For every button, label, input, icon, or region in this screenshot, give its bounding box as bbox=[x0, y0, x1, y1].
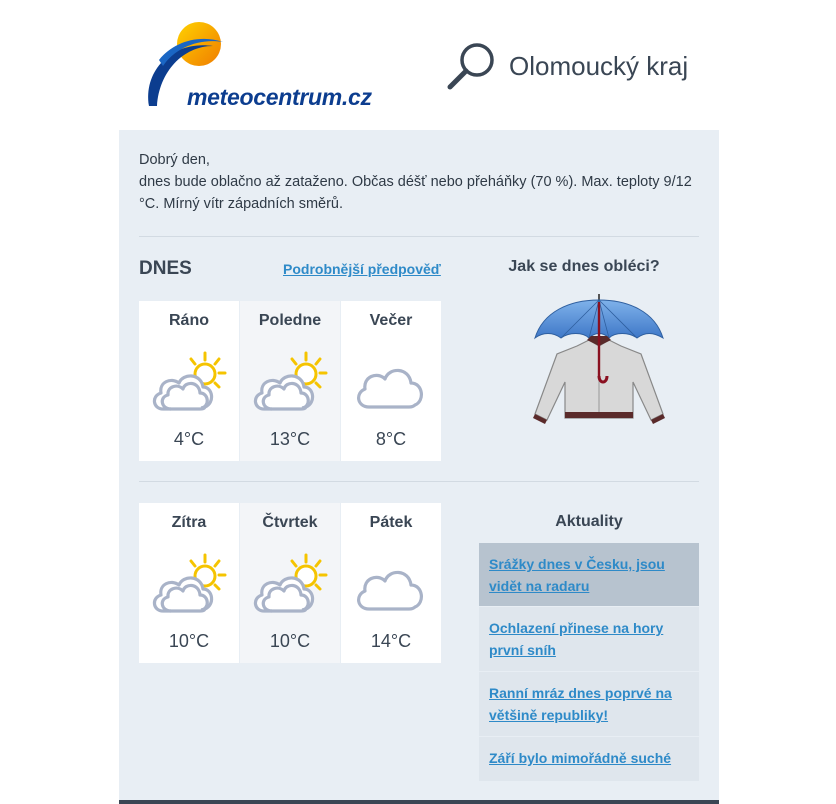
news-link[interactable]: Srážky dnes v Česku, jsou vidět na radaru bbox=[489, 556, 665, 594]
temperature: 4°C bbox=[173, 429, 205, 449]
region-label: Olomoucký kraj bbox=[509, 50, 689, 81]
news-link[interactable]: Září bylo mimořádně suché bbox=[489, 750, 672, 766]
divider bbox=[139, 481, 699, 482]
day-label: Čtvrtek bbox=[262, 514, 318, 531]
period-label: Poledne bbox=[258, 312, 322, 329]
news-item bbox=[479, 607, 699, 672]
forecast-card-morning bbox=[139, 301, 239, 461]
detailed-forecast-link[interactable]: Podrobnější předpověď bbox=[283, 261, 441, 277]
news-link[interactable]: Ranní mráz dnes poprvé na většině republiky! bbox=[489, 685, 672, 723]
news-title: Aktuality bbox=[555, 513, 623, 530]
divider bbox=[139, 236, 699, 237]
daily-forecast-cards bbox=[139, 503, 442, 663]
logo-text: meteocentrum.cz bbox=[187, 84, 372, 110]
partly-cloudy-icon bbox=[149, 551, 229, 615]
header bbox=[119, 0, 719, 130]
day-label: Zítra bbox=[171, 514, 207, 531]
email-container bbox=[119, 0, 719, 804]
temperature: 10°C bbox=[168, 631, 210, 651]
day-label: Pátek bbox=[369, 514, 413, 531]
footer-bar bbox=[119, 800, 719, 804]
dress-advice-title: Jak se dnes obléci? bbox=[508, 258, 660, 275]
news-list bbox=[479, 543, 699, 782]
partly-cloudy-icon bbox=[250, 551, 330, 615]
logo[interactable] bbox=[143, 20, 373, 110]
forecast-summary: dnes bude oblačno až zataženo. Občas déšť nebo přeháňky (70 %). Max. teploty 9/12 °C. Mírný vítr západních směrů. bbox=[139, 174, 692, 212]
cloud-icon bbox=[351, 551, 431, 615]
today-title: DNES bbox=[139, 258, 192, 279]
news-link[interactable]: Ochlazení přinese na hory první sníh bbox=[489, 620, 664, 658]
forecast-card-friday bbox=[341, 503, 441, 663]
intro-text bbox=[139, 149, 699, 215]
greeting: Dobrý den, bbox=[139, 152, 210, 168]
partly-cloudy-icon bbox=[250, 349, 330, 413]
temperature: 8°C bbox=[375, 429, 407, 449]
temperature: 10°C bbox=[269, 631, 311, 651]
region-selector[interactable] bbox=[445, 38, 688, 94]
period-label: Večer bbox=[369, 312, 413, 329]
period-label: Ráno bbox=[169, 312, 209, 329]
partly-cloudy-icon bbox=[149, 349, 229, 413]
cloud-icon bbox=[351, 349, 431, 413]
forecast-card-thursday bbox=[240, 503, 340, 663]
search-icon bbox=[445, 39, 499, 93]
umbrella-jacket-icon bbox=[529, 290, 669, 430]
forecast-card-tomorrow bbox=[139, 503, 239, 663]
forecast-card-evening bbox=[341, 301, 441, 461]
today-forecast-cards bbox=[139, 301, 442, 461]
temperature: 13°C bbox=[269, 429, 311, 449]
forecast-card-noon bbox=[240, 301, 340, 461]
news-item bbox=[479, 672, 699, 737]
temperature: 14°C bbox=[370, 631, 412, 651]
news-item bbox=[479, 543, 699, 607]
news-item bbox=[479, 737, 699, 782]
